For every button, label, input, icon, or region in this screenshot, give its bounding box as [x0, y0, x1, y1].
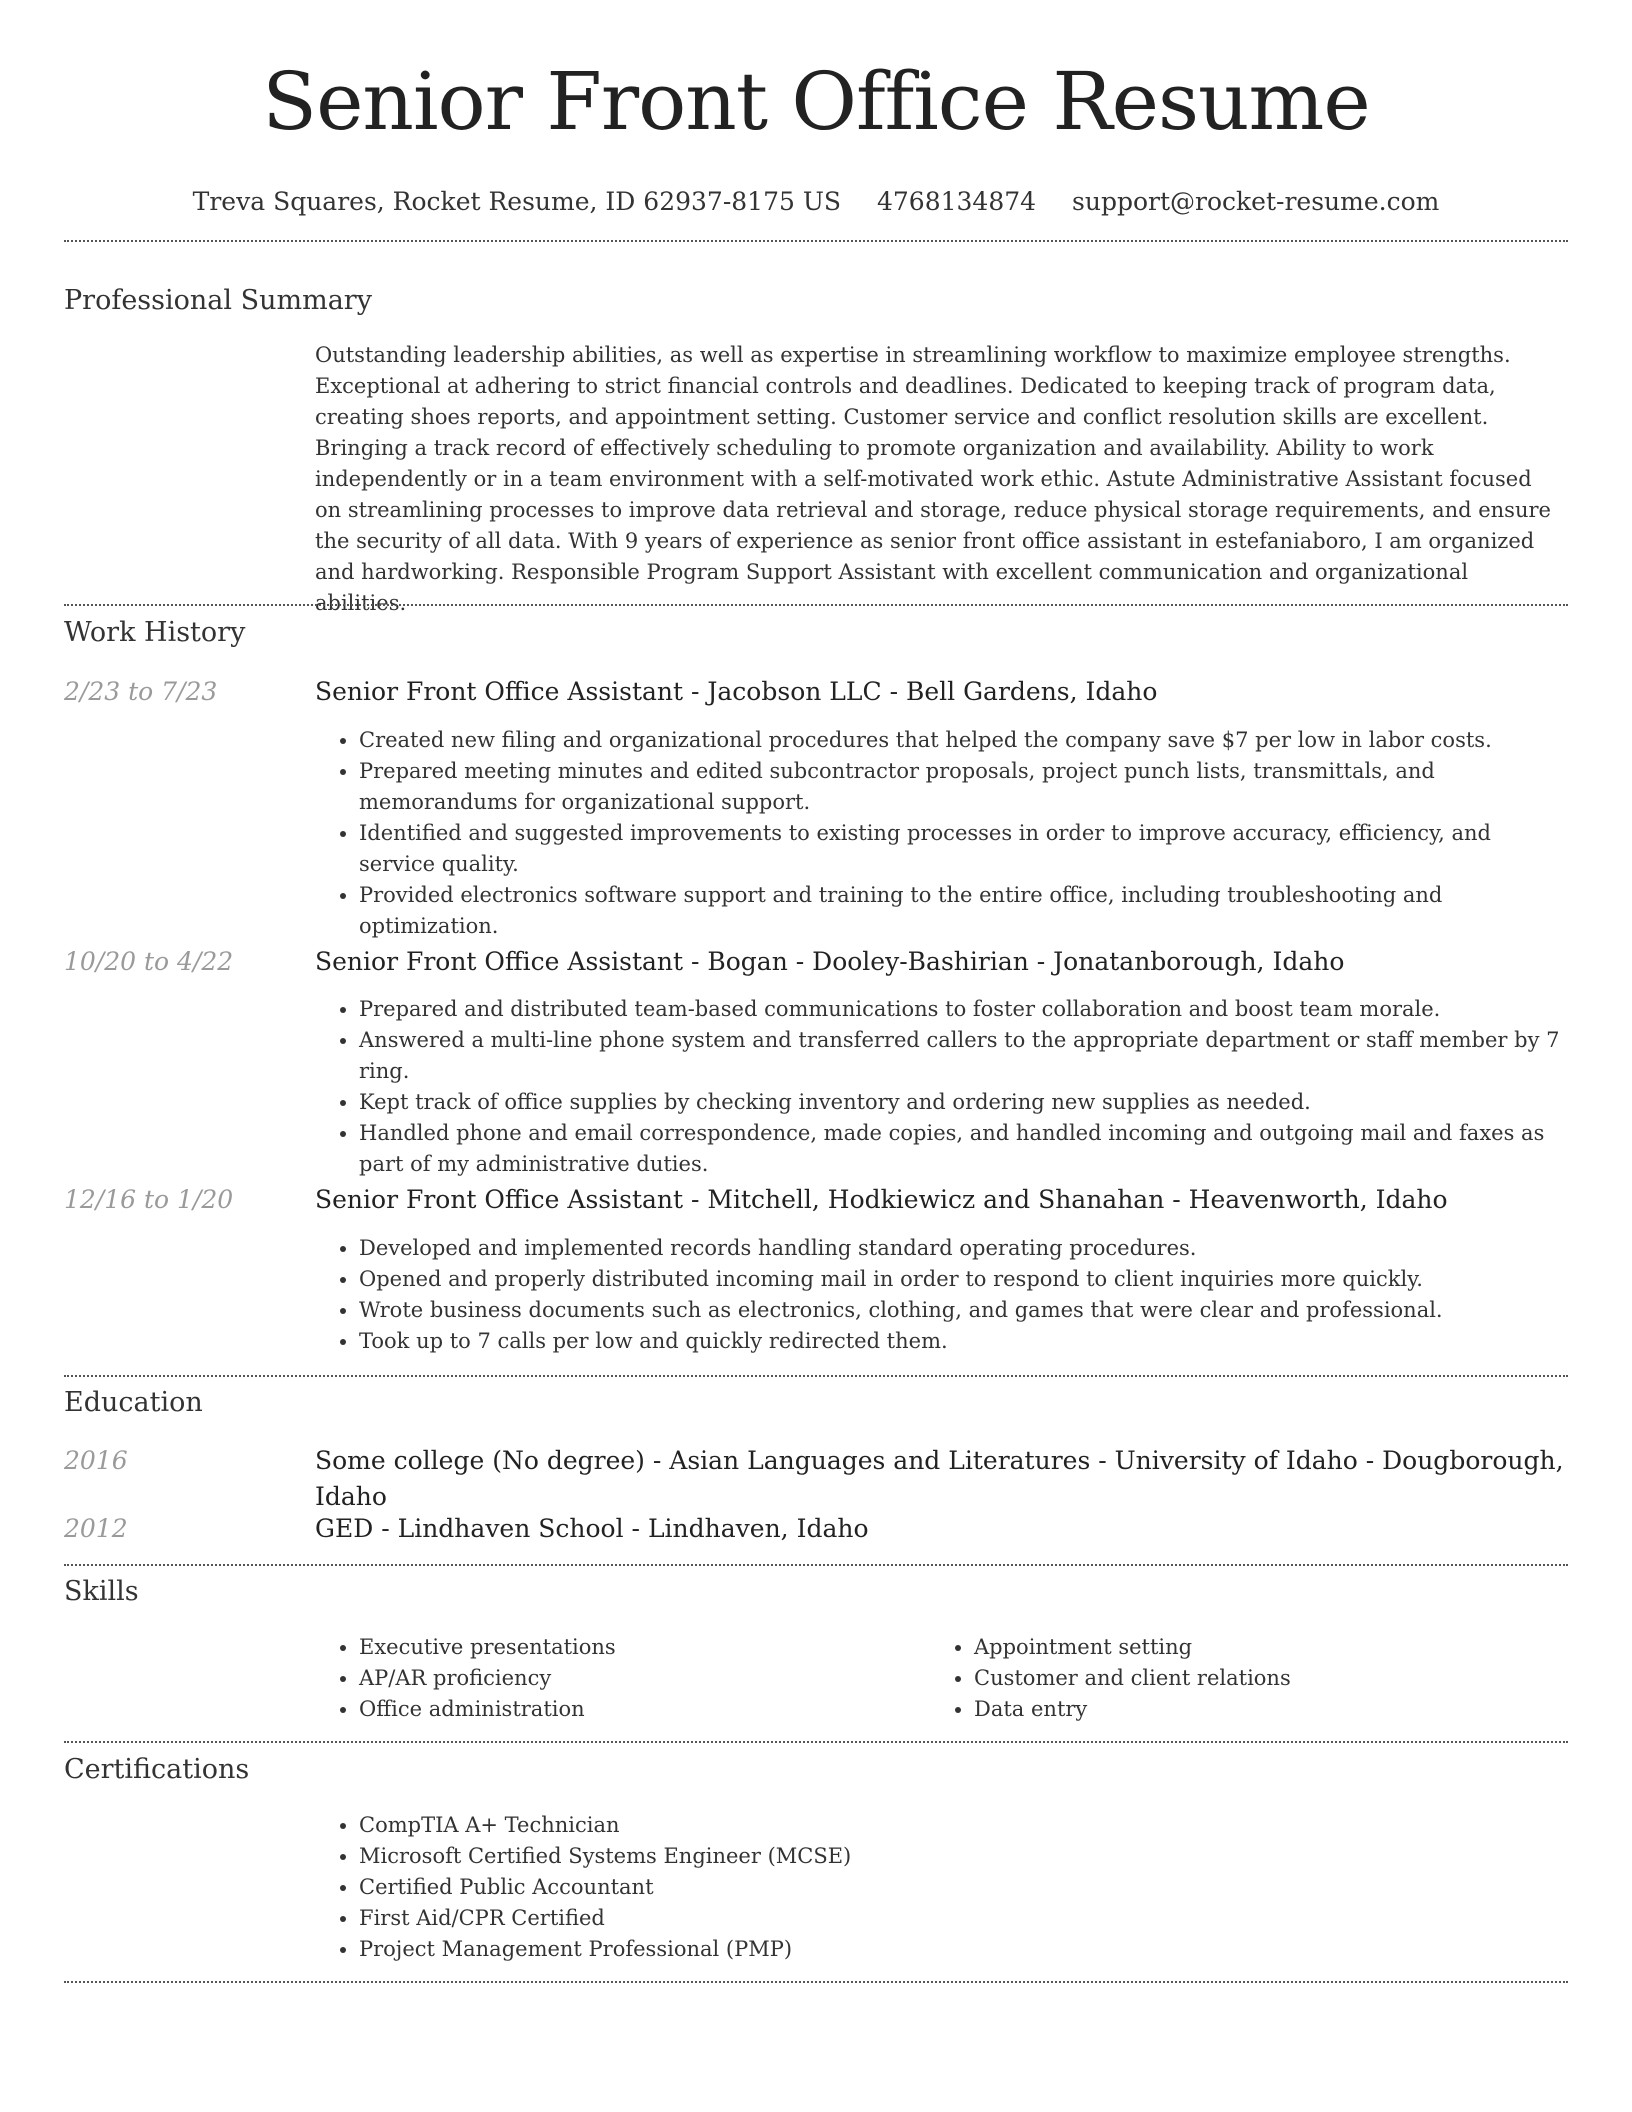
job-bullets [315, 725, 1560, 942]
list-item: • Created new filing and organizational procedures that helped the company save $7 per low in labor costs. [359, 725, 1560, 756]
skills-right-column [930, 1632, 1530, 1725]
skills-left-column [315, 1632, 915, 1725]
list-item: • Answered a multi-line phone system and transferred callers to the appropriate department or staff member by 7 ring. [359, 1025, 1560, 1087]
list-item: • Opened and properly distributed incoming mail in order to respond to client inquiries more quickly. [359, 1264, 1560, 1295]
certifications-list [315, 1810, 1560, 1965]
divider [64, 1981, 1568, 1983]
list-item: • Customer and client relations [974, 1663, 1530, 1694]
job-title: Senior Front Office Assistant - Mitchell, Hodkiewicz and Shanahan - Heavenworth, Idaho [315, 1185, 1448, 1214]
list-item: • Microsoft Certified Systems Engineer (MCSE) [359, 1841, 1560, 1872]
job-title: Senior Front Office Assistant - Bogan - Dooley-Bashirian - Jonatanborough, Idaho [315, 947, 1345, 976]
education-year: 2016 [64, 1446, 128, 1475]
divider [64, 604, 1568, 606]
divider [64, 1564, 1568, 1566]
contact-line [0, 186, 1632, 218]
job-bullets [315, 994, 1560, 1180]
job-dates: 10/20 to 4/22 [64, 947, 234, 976]
list-item: • Wrote business documents such as electronics, clothing, and games that were clear and professional. [359, 1295, 1560, 1326]
job-dates: 2/23 to 7/23 [64, 677, 218, 706]
list-item: • Certified Public Accountant [359, 1872, 1560, 1903]
education-entry: Some college (No degree) - Asian Languages and Literatures - University of Idaho - Dougborough, Idaho [315, 1446, 1564, 1511]
contact-address: Treva Squares, Rocket Resume, ID 62937-8175 US [192, 187, 842, 216]
divider [64, 1375, 1568, 1377]
section-heading-summary: Professional Summary [64, 285, 372, 316]
job-title: Senior Front Office Assistant - Jacobson LLC - Bell Gardens, Idaho [315, 677, 1158, 706]
list-item: • Prepared meeting minutes and edited subcontractor proposals, project punch lists, transmittals, and memorandums for organizational support. [359, 756, 1560, 818]
resume-title: Senior Front Office Resume [262, 55, 1370, 148]
list-item: • Office administration [359, 1694, 915, 1725]
list-item: • First Aid/CPR Certified [359, 1903, 1560, 1934]
summary-text: Outstanding leadership abilities, as well as expertise in streamlining workflow to maximize employee strengths. Exceptional at adhering to strict financial controls and deadlines. Dedicated to keeping track of program data, creating shoes reports, and appointment setting. Customer service and conflict resolution skills are excellent. Bringing a track record of effectively scheduling to promote organization and availability. Ability to work independently or in a team environment with a self-motivated work ethic. Astute Administrative Assistant focused on streamlining processes to improve data retrieval and storage, reduce physical storage requirements, and ensure the security of all data. With 9 years of experience as senior front office assistant in estefaniaboro, I am organized and hardworking. Responsible Program Support Assistant with excellent communication and organizational abilities. [315, 343, 1551, 615]
list-item: • Provided electronics software support and training to the entire office, including troubleshooting and optimization. [359, 880, 1560, 942]
list-item: • Prepared and distributed team-based communications to foster collaboration and boost team morale. [359, 994, 1560, 1025]
list-item: • Executive presentations [359, 1632, 915, 1663]
section-heading-skills: Skills [64, 1576, 139, 1607]
divider [64, 240, 1568, 242]
section-heading-certifications: Certifications [64, 1754, 250, 1785]
list-item: • Data entry [974, 1694, 1530, 1725]
section-heading-work: Work History [64, 617, 246, 648]
job-bullets [315, 1233, 1560, 1357]
contact-email: support@rocket-resume.com [1072, 187, 1440, 216]
list-item: • CompTIA A+ Technician [359, 1810, 1560, 1841]
education-entry: GED - Lindhaven School - Lindhaven, Idaho [315, 1514, 869, 1543]
list-item: • Developed and implemented records handling standard operating procedures. [359, 1233, 1560, 1264]
list-item: • Kept track of office supplies by checking inventory and ordering new supplies as needed. [359, 1087, 1560, 1118]
list-item: • AP/AR proficiency [359, 1663, 915, 1694]
list-item: • Took up to 7 calls per low and quickly redirected them. [359, 1326, 1560, 1357]
list-item: • Project Management Professional (PMP) [359, 1934, 1560, 1965]
divider [64, 1741, 1568, 1743]
job-dates: 12/16 to 1/20 [64, 1185, 234, 1214]
list-item: • Appointment setting [974, 1632, 1530, 1663]
list-item: • Identified and suggested improvements to existing processes in order to improve accuracy, efficiency, and service quality. [359, 818, 1560, 880]
contact-phone: 4768134874 [877, 187, 1037, 216]
education-year: 2012 [64, 1514, 128, 1543]
list-item: • Handled phone and email correspondence, made copies, and handled incoming and outgoing mail and faxes as part of my administrative duties. [359, 1118, 1560, 1180]
section-heading-education: Education [64, 1387, 203, 1418]
